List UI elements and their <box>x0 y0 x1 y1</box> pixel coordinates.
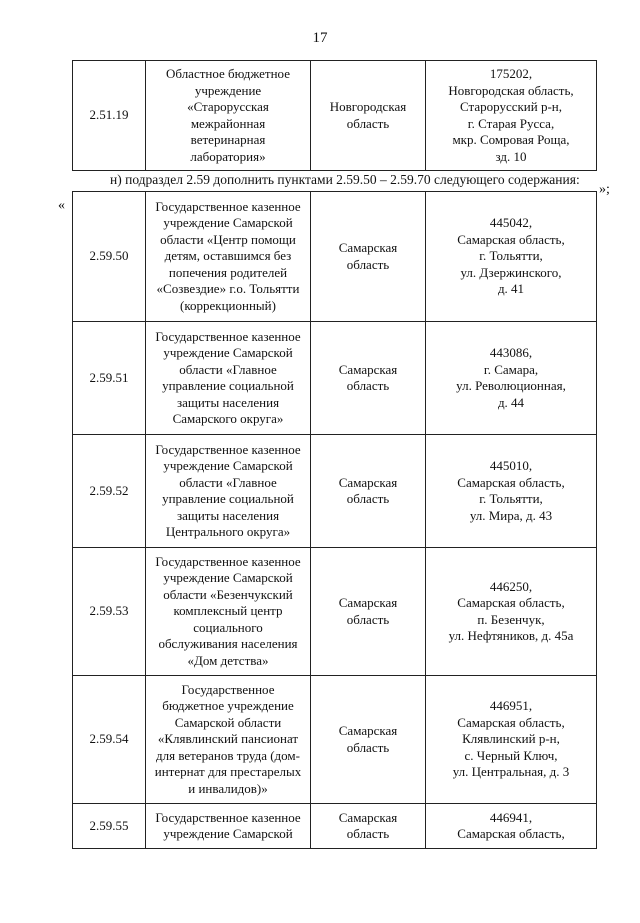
table-row <box>73 192 597 322</box>
text-line: 175202, <box>489 66 533 81</box>
text-line: область <box>346 378 390 393</box>
text-line: область <box>346 491 390 506</box>
region-cell <box>311 435 426 548</box>
text-line: «Созвездие» г.о. Тольятти <box>156 281 300 297</box>
text-line: г. Тольятти, <box>479 248 543 264</box>
item-number-cell: 2.59.53 <box>73 548 146 676</box>
text-line: Центрального округа» <box>165 524 291 539</box>
text-line: Самарская область, <box>457 714 565 730</box>
text-line: защиты населения <box>176 507 280 523</box>
text-line: Новгородская область, <box>448 82 574 98</box>
closing-quote: »; <box>599 182 610 197</box>
text-line: Самарская <box>338 361 398 377</box>
table-row <box>73 676 597 804</box>
table-row <box>73 435 597 548</box>
text-line: 446951, <box>489 698 533 714</box>
address-cell <box>426 61 597 171</box>
text-line: «Старорусская <box>187 99 269 114</box>
text-line: Самарская <box>338 595 398 610</box>
text-line: д. 44 <box>497 394 525 410</box>
text-line: 446941, <box>489 809 533 825</box>
text-line: 443086, <box>489 345 533 360</box>
text-line: управление социальной <box>162 491 294 506</box>
text-line: комплексный центр <box>173 603 283 619</box>
address-cell <box>426 548 597 676</box>
item-number-cell: 2.59.52 <box>73 435 146 548</box>
item-number-cell: 2.59.55 <box>73 804 146 849</box>
organization-name-cell <box>146 192 311 322</box>
text-line: ветеринарная <box>190 132 266 147</box>
text-line: Самарская область, <box>457 826 565 841</box>
text-line: п. Безенчук, <box>477 611 545 627</box>
item-number-cell: 2.59.51 <box>73 322 146 435</box>
text-line: г. Тольятти, <box>479 491 543 506</box>
text-line: область <box>346 739 390 755</box>
organization-name-cell <box>146 322 311 435</box>
text-line: г. Самара, <box>483 361 539 377</box>
text-line: 446250, <box>489 578 533 594</box>
organization-name-cell <box>146 61 311 171</box>
text-line: обслуживания населения <box>158 636 298 652</box>
region-cell <box>311 676 426 804</box>
text-line: и инвалидов)» <box>188 780 268 796</box>
region-cell <box>311 192 426 322</box>
second-table <box>72 191 597 849</box>
text-line: ул. Нефтяников, д. 45а <box>448 628 574 643</box>
text-line: области «Главное <box>179 361 277 377</box>
text-line: социального <box>193 619 263 635</box>
text-line: учреждение Самарской <box>163 215 293 231</box>
text-line: ул. Мира, д. 43 <box>469 507 553 523</box>
text-line: Государственное казенное <box>155 198 301 214</box>
text-line: Государственное казенное <box>155 328 301 344</box>
text-line: Самарская область, <box>457 231 565 247</box>
text-line: Государственное казенное <box>155 441 301 457</box>
text-line: область <box>346 611 390 627</box>
text-line: лаборатория» <box>190 148 266 164</box>
text-line: д. 41 <box>497 281 525 297</box>
table-row <box>73 548 597 676</box>
first-table <box>72 60 597 171</box>
text-line: учреждение Самарской <box>163 458 293 473</box>
text-line: (коррекционный) <box>180 297 276 313</box>
text-line: 445010, <box>489 458 533 473</box>
text-line: «Дом детства» <box>187 652 269 668</box>
text-line: Старорусский р-н, <box>460 99 562 114</box>
text-line: 445042, <box>489 215 533 231</box>
text-line: детям, оставшимся без <box>164 248 292 264</box>
organization-name-cell <box>146 676 311 804</box>
text-line: управление социальной <box>162 378 294 393</box>
text-line: зд. 10 <box>495 148 527 164</box>
opening-quote: « <box>58 198 65 213</box>
table-row <box>73 61 597 171</box>
organization-name-cell <box>146 548 311 676</box>
text-line: Самарской области <box>174 714 282 730</box>
text-line: области «Главное <box>179 474 277 490</box>
text-line: ул. Центральная, д. 3 <box>452 764 570 780</box>
address-cell <box>426 804 597 849</box>
amendment-text: н) подраздел 2.59 дополнить пунктами 2.59.50 – 2.59.70 следующего содержания: <box>110 172 580 187</box>
text-line: ул. Дзержинского, <box>460 264 562 280</box>
text-line: область <box>346 115 390 131</box>
address-cell <box>426 322 597 435</box>
organization-name-cell <box>146 804 311 849</box>
text-line: Новгородская <box>329 99 407 114</box>
region-cell <box>311 322 426 435</box>
text-line: защиты населения <box>176 394 280 410</box>
text-line: Государственное казенное <box>155 809 301 825</box>
text-line: мкр. Сомровая Роща, <box>452 132 570 147</box>
text-line: попечения родителей <box>168 264 288 280</box>
text-line: г. Старая Русса, <box>467 115 555 131</box>
item-number-cell: 2.59.54 <box>73 676 146 804</box>
text-line: Государственное <box>181 681 275 697</box>
text-line: область <box>346 826 390 841</box>
text-line: Областное бюджетное <box>166 66 290 81</box>
text-line: для ветеранов труда (дом- <box>156 747 300 763</box>
table-row <box>73 804 597 849</box>
text-line: Самарская <box>338 474 398 490</box>
address-cell <box>426 435 597 548</box>
region-cell <box>311 61 426 171</box>
text-line: бюджетное учреждение <box>162 698 294 714</box>
text-line: с. Черный Ключ, <box>464 747 558 763</box>
text-line: интернат для престарелых <box>154 764 302 780</box>
text-line: Самарского округа» <box>172 411 284 426</box>
region-cell <box>311 804 426 849</box>
address-cell <box>426 192 597 322</box>
text-line: учреждение Самарской <box>163 345 293 360</box>
table-row <box>73 322 597 435</box>
text-line: Самарская область, <box>457 595 565 610</box>
text-line: Самарская <box>338 809 398 825</box>
page-number: 17 <box>312 30 328 46</box>
text-line: ул. Революционная, <box>456 378 566 393</box>
item-number-cell: 2.59.50 <box>73 192 146 322</box>
organization-name-cell <box>146 435 311 548</box>
address-cell <box>426 676 597 804</box>
text-line: Самарская <box>338 723 398 738</box>
text-line: области «Безенчукский <box>163 586 293 602</box>
item-number-cell: 2.51.19 <box>73 61 146 171</box>
text-line: области «Центр помощи <box>160 231 296 247</box>
text-line: учреждение <box>194 82 262 98</box>
text-line: учреждение Самарской <box>163 570 293 586</box>
region-cell <box>311 548 426 676</box>
text-line: межрайонная <box>190 115 266 131</box>
text-line: учреждение Самарской <box>163 826 293 841</box>
text-line: Самарская <box>338 240 398 255</box>
text-line: область <box>346 256 390 272</box>
text-line: Самарская область, <box>457 474 565 490</box>
text-line: Клявлинский р-н, <box>462 731 560 747</box>
text-line: «Клявлинский пансионат <box>157 731 299 747</box>
text-line: Государственное казенное <box>155 553 301 569</box>
